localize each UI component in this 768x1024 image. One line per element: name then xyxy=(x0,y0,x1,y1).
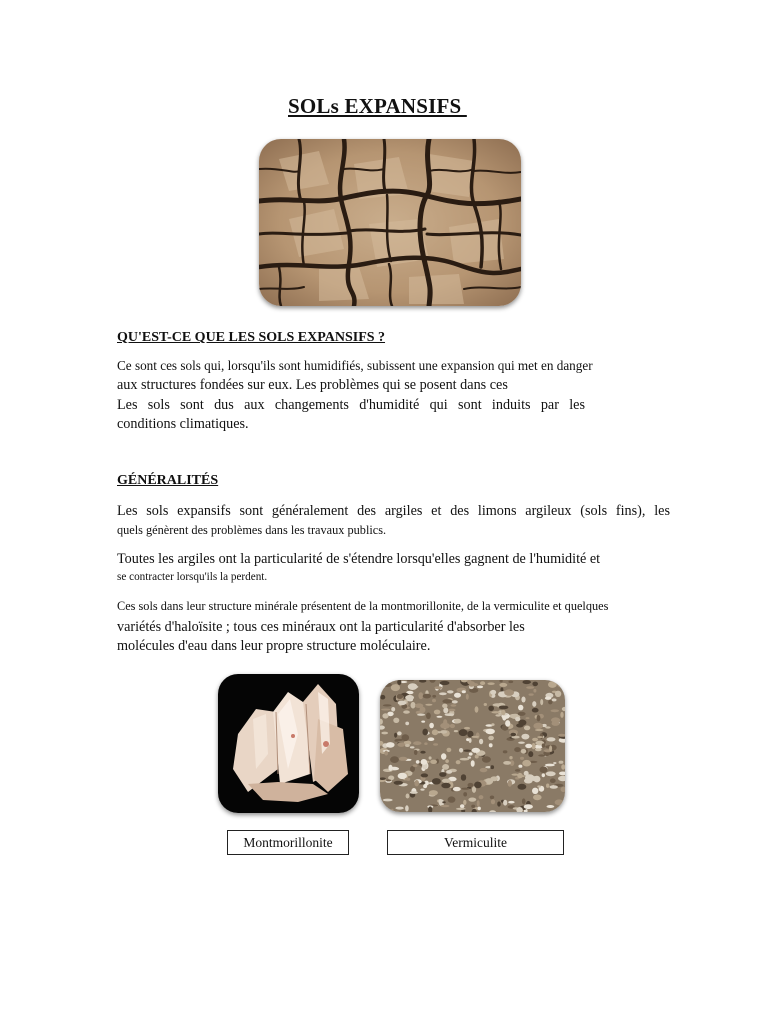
paragraph-line: Les sols expansifs sont généralement des argiles et des limons argileux (sols fins), les xyxy=(117,503,670,519)
paragraph-line: Les sols sont dus aux changements d'humidité qui sont induits par les xyxy=(117,397,585,413)
paragraph-line: se contracter lorsqu'ils la perdent. xyxy=(117,571,268,583)
paragraph-line: quels génèrent des problèmes dans les travaux publics. xyxy=(117,523,387,537)
paragraph-line: aux structures fondées sur eux. Les problèmes qui se posent dans ces xyxy=(117,377,508,393)
caption-montmorillonite: Montmorillonite xyxy=(227,830,349,855)
paragraph-line: Ce sont ces sols qui, lorsqu'ils sont humidifiés, subissent une expansion qui met en danger xyxy=(117,358,593,373)
cracked-soil-image xyxy=(259,139,521,306)
vermiculite-image xyxy=(380,680,565,812)
paragraph-line: variétés d'haloïsite ; tous ces minéraux ont la particularité d'absorber les xyxy=(117,619,525,635)
section-heading-what-are: QU'EST-CE QUE LES SOLS EXPANSIFS ? xyxy=(117,330,386,345)
montmorillonite-image xyxy=(218,674,359,813)
paragraph-line: conditions climatiques. xyxy=(117,416,249,432)
caption-vermiculite: Vermiculite xyxy=(387,830,564,855)
paragraph-line: Ces sols dans leur structure minérale présentent de la montmorillonite, de la vermiculite et quelques xyxy=(117,599,609,613)
page-title: SOLs EXPANSIFS xyxy=(288,94,467,118)
paragraph-line: Toutes les argiles ont la particularité de s'étendre lorsqu'elles gagnent de l'humidité et xyxy=(117,551,601,567)
section-heading-generalites: GÉNÉRALITÉS xyxy=(117,473,219,488)
paragraph-line: molécules d'eau dans leur propre structure moléculaire. xyxy=(117,638,431,654)
